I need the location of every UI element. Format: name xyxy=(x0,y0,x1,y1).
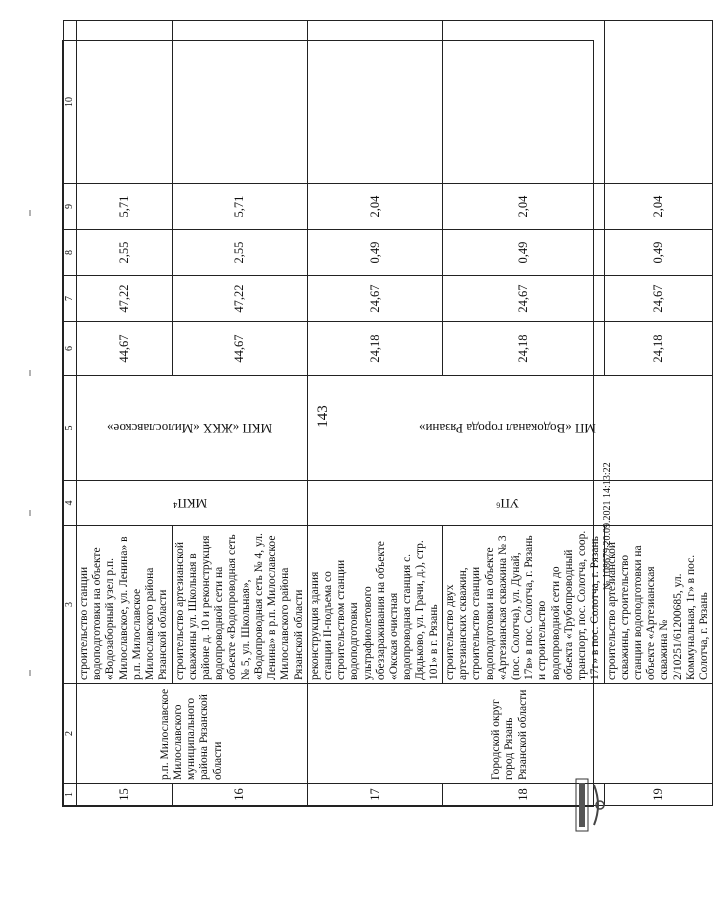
org-name-cell xyxy=(307,376,713,481)
value-cell: 24,18 xyxy=(442,322,604,376)
org-type: МКП⁴ xyxy=(172,496,207,512)
value-cell xyxy=(77,21,173,184)
row-number: 17 xyxy=(307,784,442,806)
header-cell: 10 xyxy=(64,21,77,184)
value-cell: 2,55 xyxy=(77,230,173,276)
value-cell: 2,04 xyxy=(307,184,442,230)
value-cell xyxy=(604,21,713,184)
value-cell: 2,04 xyxy=(442,184,604,230)
electronic-signature-stamp-icon xyxy=(570,775,610,835)
data-table xyxy=(63,20,713,806)
measure-cell: строительство станции водоподготовки на объекте «Водозаборный узел р.п. Милославское, ул. Ленина» в р.п. Милославское Милославского района Рязанской области xyxy=(77,526,173,684)
municipality-cell: р.п. Милославское Милославского муниципального района Рязанской области xyxy=(77,684,308,784)
value-cell: 24,67 xyxy=(604,276,713,322)
header-cell: 4 xyxy=(64,481,77,526)
value-cell: 24,67 xyxy=(442,276,604,322)
value-cell xyxy=(442,21,604,184)
measure-cell: строительство артезианской скважины ул. Школьная в районе д. 10 и реконструкция водопроводной сети на объекте «Водопроводная сеть № 5, ул. Школьная», «Водопроводная сеть № 4, ул. Ленина» в р.п. Милославское Милославского района Рязанской области xyxy=(172,526,307,684)
value-cell xyxy=(172,21,307,184)
municipality-cell: Городской округ город Рязань Рязанской области xyxy=(307,684,713,784)
value-cell: 47,22 xyxy=(77,276,173,322)
org-type-cell xyxy=(77,481,308,526)
header-row xyxy=(64,21,77,806)
header-cell: 3 xyxy=(64,526,77,684)
page-number: 143 xyxy=(314,405,331,428)
org-type-cell xyxy=(307,481,713,526)
org-name: МП «Водоканал города Рязани» xyxy=(419,421,597,437)
row-number: 16 xyxy=(172,784,307,806)
value-cell: 0,49 xyxy=(307,230,442,276)
org-name-cell xyxy=(77,376,308,481)
value-cell: 44,67 xyxy=(77,322,173,376)
header-cell: 9 xyxy=(64,184,77,230)
measure-cell: строительство двух артезианских скважин, строительство станции водоподготовки на объекте «Артезианская скважина № 3 (пос. Солотча), ул. Дунай, 17в» в пос. Солотча, г. Рязань и строительство водопроводной сети до объекта «Трубопроводный транспорт, пос. Солотча, соор. 17г» в пос. Солотча, г. Рязань xyxy=(442,526,604,684)
value-cell: 44,67 xyxy=(172,322,307,376)
org-type: УП⁶ xyxy=(496,496,520,512)
header-cell: 7 xyxy=(64,276,77,322)
value-cell: 2,04 xyxy=(604,184,713,230)
value-cell: 5,71 xyxy=(172,184,307,230)
header-cell: 2 xyxy=(64,684,77,784)
header-cell: 8 xyxy=(64,230,77,276)
value-cell: 47,22 xyxy=(172,276,307,322)
row-number: 19 xyxy=(604,784,713,806)
document-registration-stamp: № 108679 20.09.2021 14:13:22 xyxy=(602,462,613,590)
value-cell: 5,71 xyxy=(77,184,173,230)
measure-cell: реконструкция здания станции II-подъема со строительством станции водоподготовки ультрафиолетового обеззараживания на объекте «Окская очистная водопроводная станция с. Дядьково, ул. Грачи, д.), стр. 101» в г. Рязань xyxy=(307,526,442,684)
value-cell: 24,67 xyxy=(307,276,442,322)
measure-cell: строительство артезианской скважины, строительство станции водоподготовки на объекте «Артезианская скважина № 2/10251/61200685, ул. Коммунальная, 1г» в пос. Солотча, г. Рязань xyxy=(604,526,713,684)
header-cell: 5 xyxy=(64,376,77,481)
value-cell: 0,49 xyxy=(604,230,713,276)
value-cell: 0,49 xyxy=(442,230,604,276)
value-cell: 24,18 xyxy=(604,322,713,376)
scan-margin-marks xyxy=(28,210,32,680)
header-cell: 6 xyxy=(64,322,77,376)
value-cell: 24,18 xyxy=(307,322,442,376)
value-cell: 2,55 xyxy=(172,230,307,276)
header-cell: 1 xyxy=(64,784,77,806)
org-name: МКП «ЖКХ «Милославское» xyxy=(107,421,273,437)
table-row xyxy=(77,21,173,806)
row-number: 18 xyxy=(442,784,604,806)
table-row xyxy=(307,21,442,806)
value-cell xyxy=(307,21,442,184)
row-number: 15 xyxy=(77,784,173,806)
